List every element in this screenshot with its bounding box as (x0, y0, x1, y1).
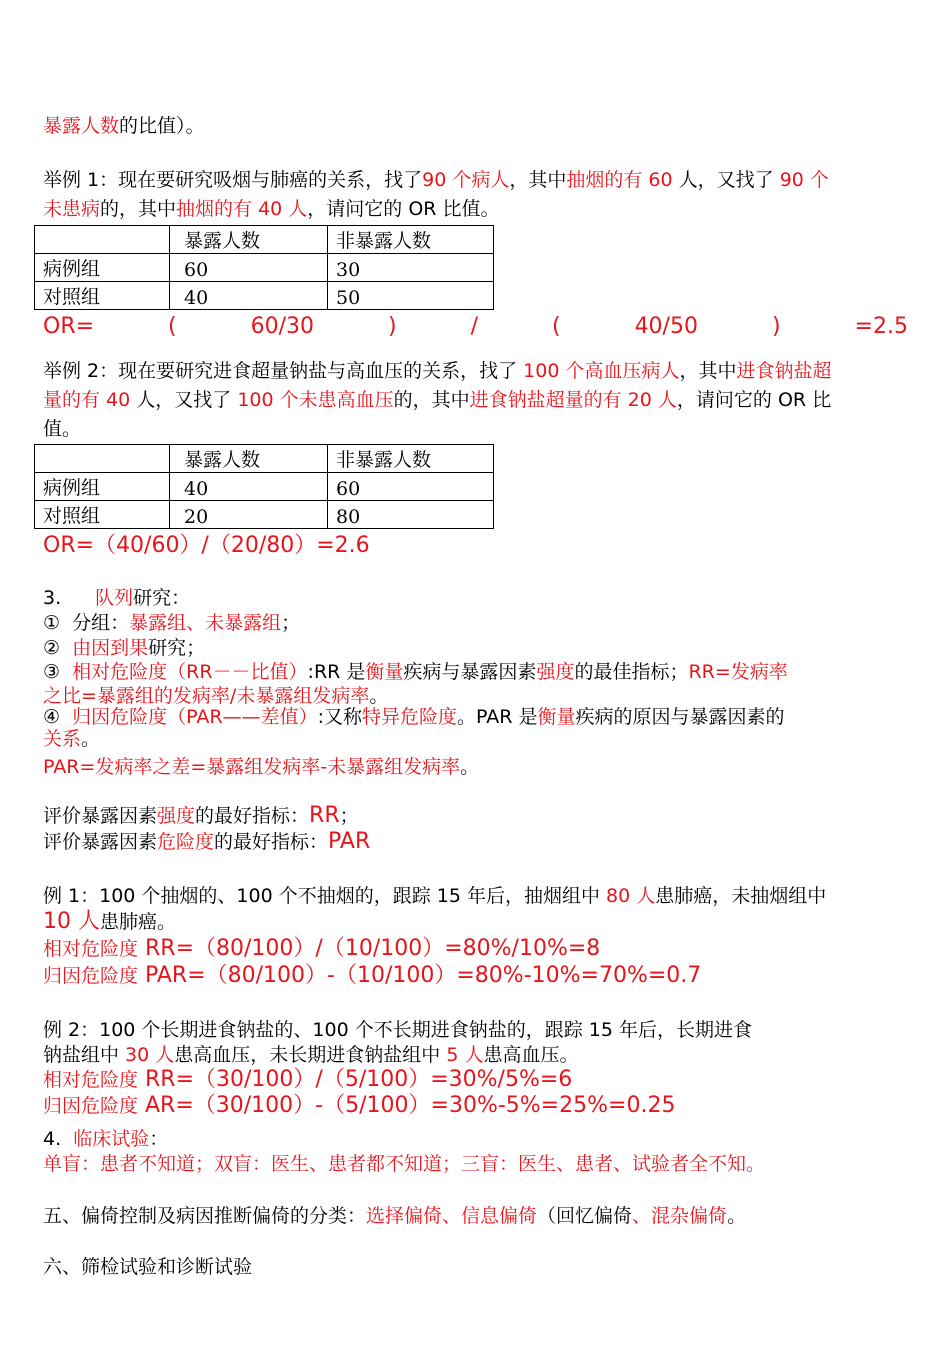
plain-text: 的，其中 (100, 198, 177, 220)
par-calculation-1 (43, 964, 701, 988)
formula-part: =2.5 (854, 314, 908, 339)
plain-text: 患高血压，未长期进食钠盐组中 (174, 1044, 447, 1066)
plain-text: 。 (81, 728, 101, 750)
highlight-text: 暴露组、未暴露组 (129, 612, 282, 634)
plain-text: :又称 (317, 706, 362, 728)
plain-text: :RR 是 (307, 661, 366, 683)
item-number: ③ (43, 661, 61, 683)
highlight-text: 进食钠盐超 (736, 360, 832, 382)
plain-text: 。 (460, 756, 480, 778)
formula-label: 相对危险度 (43, 1069, 139, 1091)
plain-text: 人，又找了 (672, 169, 780, 191)
table-or-example-1 (34, 225, 494, 310)
plain-text: 的比值）。 (119, 115, 205, 137)
plain-text: 分组： (72, 612, 130, 634)
rr-calculation-1 (43, 937, 600, 961)
list-item-continued (43, 727, 100, 751)
formula-label: 归因危险度 (43, 965, 139, 987)
formula-part: / (470, 314, 478, 339)
section-number: 3. (43, 587, 62, 609)
formula-label: 相对危险度 (43, 938, 139, 960)
highlight-text: 90 个病人 (422, 169, 510, 191)
eval-line-1 (43, 804, 359, 828)
formula-text: AR=（30/100）-（5/100）=30%-5%=25%=0.25 (138, 1093, 676, 1118)
highlight-text: PAR=发病率之差=暴露组发病率-未暴露组发病率 (43, 756, 461, 778)
table-cell: 60 (328, 473, 494, 501)
table-row (35, 473, 494, 501)
highlight-text: 10 人 (43, 909, 100, 934)
formula-text: RR=（30/100）/（5/100）=30%/5%=6 (138, 1067, 573, 1092)
table-cell: 对照组 (35, 282, 170, 310)
plain-text: 。 (369, 685, 389, 707)
example-1-line-1 (43, 168, 829, 192)
plain-text: 例 1：100 个抽烟的、100 个不抽烟的，跟踪 15 年后，抽烟组中 (43, 885, 607, 907)
eval-line-2 (43, 830, 370, 854)
or-formula-1 (43, 314, 908, 339)
cohort-example-2-line-2 (43, 1043, 578, 1067)
rr-calculation-2 (43, 1068, 572, 1092)
highlight-text: 相对危险度（RR－－比值） (72, 661, 308, 683)
table-row (35, 501, 494, 529)
formula-part: 60/30 (250, 314, 315, 339)
highlight-text: RR=发病率 (688, 661, 788, 683)
plain-text: （回忆偏倚 (537, 1205, 633, 1227)
list-item (43, 705, 785, 729)
plain-text: ，其中 (509, 169, 567, 191)
section-number: 4. (43, 1128, 62, 1150)
table-cell: 40 (170, 282, 328, 310)
highlight-text: PAR (328, 829, 371, 854)
table-cell: 40 (170, 473, 328, 501)
plain-text: 研究： (133, 587, 191, 609)
list-item (43, 611, 300, 635)
table-cell: 20 (170, 501, 328, 529)
table-header-cell: 暴露人数 (170, 445, 328, 473)
highlight-text: 5 人 (446, 1044, 484, 1066)
table-cell: 对照组 (35, 501, 170, 529)
table-header-cell (35, 226, 170, 254)
table-header-cell: 非暴露人数 (328, 445, 494, 473)
plain-text: 研究； (148, 637, 206, 659)
formula-part: ) (388, 314, 397, 339)
plain-text: 的，其中 (393, 389, 470, 411)
plain-text: 。PAR 是 (457, 706, 538, 728)
table-cell: 病例组 (35, 254, 170, 282)
plain-text: 患高血压。 (483, 1044, 579, 1066)
formula-part: ) (771, 314, 781, 339)
table-or-example-2 (34, 444, 494, 529)
highlight-text: 未患病 (43, 198, 101, 220)
item-number: ④ (43, 706, 61, 728)
highlight-text: 衡量 (365, 661, 404, 683)
table-row (35, 282, 494, 310)
highlight-text: 暴露人数 (43, 115, 120, 137)
plain-text: 评价暴露因素 (43, 831, 158, 853)
table-cell: 60 (170, 254, 328, 282)
highlight-text: 、混杂偏倚 (632, 1205, 728, 1227)
table-row (35, 226, 494, 254)
plain-text: 疾病与暴露因素 (403, 661, 537, 683)
table-cell: 病例组 (35, 473, 170, 501)
plain-text: 的最好指标： (214, 831, 329, 853)
plain-text: ； (339, 805, 359, 827)
highlight-text: 90 个 (779, 169, 829, 191)
plain-text: ； (281, 612, 301, 634)
highlight-text: 强度 (157, 805, 196, 827)
plain-text: ： (149, 1128, 169, 1150)
plain-text: 五、偏倚控制及病因推断偏倚的分类： (43, 1205, 367, 1227)
formula-label: 归因危险度 (43, 1095, 139, 1117)
example-2-line-1 (43, 359, 832, 383)
highlight-text: 抽烟的有 60 (566, 169, 673, 191)
blinding-definition: 单盲：患者不知道；双盲：医生、患者都不知道；三盲：医生、患者、试验者全不知。 (43, 1153, 766, 1175)
example-2-line-3: 值。 (43, 418, 82, 440)
highlight-text: 关系 (43, 728, 82, 750)
table-cell: 80 (328, 501, 494, 529)
plain-text: 患肺癌，未抽烟组中 (655, 885, 827, 907)
highlight-text: 选择偏倚、信息偏倚 (366, 1205, 538, 1227)
highlight-text: 进食钠盐超量的有 20 人 (469, 389, 677, 411)
highlight-text: 抽烟的有 40 人 (176, 198, 308, 220)
plain-text: 。 (727, 1205, 747, 1227)
highlight-text: 危险度 (157, 831, 215, 853)
cohort-example-2-line-1: 例 2：100 个长期进食钠盐的、100 个不长期进食钠盐的，跟踪 15 年后，长期进食 (43, 1019, 752, 1041)
plain-text: 举例 2：现在要研究进食超量钠盐与高血压的关系，找了 (43, 360, 524, 382)
highlight-text: RR (309, 803, 340, 828)
section-5-heading (43, 1204, 746, 1228)
table-header-cell: 非暴露人数 (328, 226, 494, 254)
highlight-text: 100 个高血压病人 (523, 360, 680, 382)
section-6-heading: 六、筛检试验和诊断试验 (43, 1256, 253, 1278)
plain-text: 疾病的原因与暴露因素的 (575, 706, 785, 728)
cohort-example-1-line-2 (43, 910, 176, 934)
par-definition (43, 755, 479, 779)
highlight-text: 30 人 (125, 1044, 175, 1066)
table-row (35, 445, 494, 473)
example-2-line-2 (43, 388, 831, 412)
example-1-line-2 (43, 197, 500, 221)
table-header-cell (35, 445, 170, 473)
section-3-title (43, 586, 190, 610)
formula-part: 40/50 (634, 314, 698, 339)
table-cell: 50 (328, 282, 494, 310)
plain-text: ，请问它的 OR 比值。 (307, 198, 500, 220)
plain-text: 钠盐组中 (43, 1044, 126, 1066)
highlight-text: 之比=暴露组的发病率/未暴露组发病率 (43, 685, 370, 707)
section-4-title (43, 1127, 168, 1151)
plain-text: ，其中 (679, 360, 737, 382)
formula-text: PAR=（80/100）-（10/100）=80%-10%=70%=0.7 (138, 963, 702, 988)
text-line (43, 114, 205, 138)
table-header-cell: 暴露人数 (170, 226, 328, 254)
table-cell: 30 (328, 254, 494, 282)
formula-text: RR=（80/100）/（10/100）=80%/10%=8 (138, 936, 601, 961)
highlight-text: 特异危险度 (362, 706, 458, 728)
plain-text: 举例 1：现在要研究吸烟与肺癌的关系，找了 (43, 169, 423, 191)
highlight-text: 归因危险度（PAR——差值） (72, 706, 318, 728)
plain-text: 的最佳指标； (574, 661, 689, 683)
highlight-text: 由因到果 (72, 637, 149, 659)
highlight-text: 衡量 (537, 706, 576, 728)
highlight-text: 100 个未患高血压 (237, 389, 394, 411)
formula-part: ( (551, 314, 561, 339)
highlight-text: 强度 (536, 661, 575, 683)
plain-text: 人，又找了 (130, 389, 238, 411)
formula-part: OR= (43, 314, 95, 339)
table-row (35, 254, 494, 282)
highlight-text: 80 人 (606, 885, 656, 907)
list-item (43, 660, 788, 684)
cohort-example-1-line-1 (43, 884, 826, 908)
plain-text: ，请问它的 OR 比 (676, 389, 832, 411)
formula-part: ( (168, 314, 177, 339)
item-number: ② (43, 637, 61, 659)
plain-text: 患肺癌。 (100, 911, 177, 933)
plain-text: 评价暴露因素 (43, 805, 158, 827)
list-item (43, 636, 205, 660)
plain-text: 的最好指标： (195, 805, 310, 827)
item-number: ① (43, 612, 61, 634)
ar-calculation-2 (43, 1094, 675, 1118)
highlight-text: 队列 (95, 587, 134, 609)
or-formula-2: OR=（40/60）/（20/80）=2.6 (43, 533, 370, 558)
highlight-text: 临床试验 (73, 1128, 150, 1150)
highlight-text: 量的有 40 (43, 389, 131, 411)
